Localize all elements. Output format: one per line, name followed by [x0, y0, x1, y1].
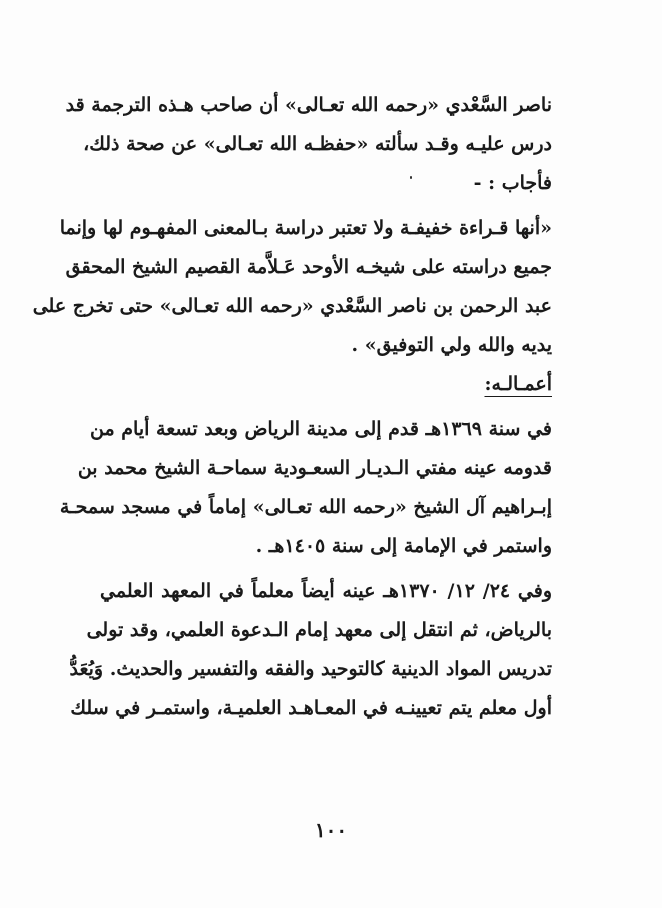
text-line: في سنة ١٣٦٩هـ قدم إلى مدينة الرياض وبعد تسعة أيام من	[90, 418, 552, 440]
text-line: «أنها قـراءة خفيفـة ولا تعتبر دراسة بـالمعنى المفهـوم لها وإنما	[59, 217, 552, 239]
text-line: ناصر السَّعْدي «رحمه الله تعـالى» أن صاحب هـذه الترجمة قد	[65, 94, 552, 116]
text-line: تدريس المواد الدينية كالتوحيد والفقه والتفسير والحديث. وَيُعَدُّ	[69, 658, 552, 680]
body-text	[32, 86, 553, 728]
page-number: ١٠٠	[314, 818, 348, 842]
text-line: واستمر في الإمامة إلى سنة ١٤٠٥هـ .	[255, 535, 552, 557]
text-line: قدومه عينه مفتي الـديـار السعـودية سماحـة الشيخ محمد بن	[77, 457, 552, 479]
text-line: أول معلم يتم تعيينـه في المعـاهـد العلميـة، واستمـر في سلك	[70, 697, 552, 719]
text-line: درس عليـه وقـد سألته «حفظـه الله تعـالى» عن صحة ذلك،	[83, 133, 552, 155]
text-line: إبـراهيم آل الشيخ «رحمه الله تعـالى» إماماً في مسجد سمحـة	[59, 496, 552, 518]
section-heading: أعمـالـه:	[484, 373, 552, 395]
text-line: جميع دراسته على شيخـه الأوحد عَـلاَّمة القصيم الشيخ المحقق	[65, 256, 552, 278]
text-line: فأجاب : -	[473, 172, 552, 194]
text-line: وفي ٢٤/ ١٢/ ١٣٧٠هـ عينه أيضاً معلماً في المعهد العلمي	[100, 580, 553, 602]
text-line: عبد الرحمن بن ناصر السَّعْدي «رحمه الله تعـالى» حتى تخرج على	[32, 295, 552, 317]
text-line: يديه والله ولي التوفيق» .	[351, 334, 552, 356]
text-line: بالرياض، ثم انتقل إلى معهد إمام الـدعوة العلمي، وقد تولى	[86, 619, 552, 641]
